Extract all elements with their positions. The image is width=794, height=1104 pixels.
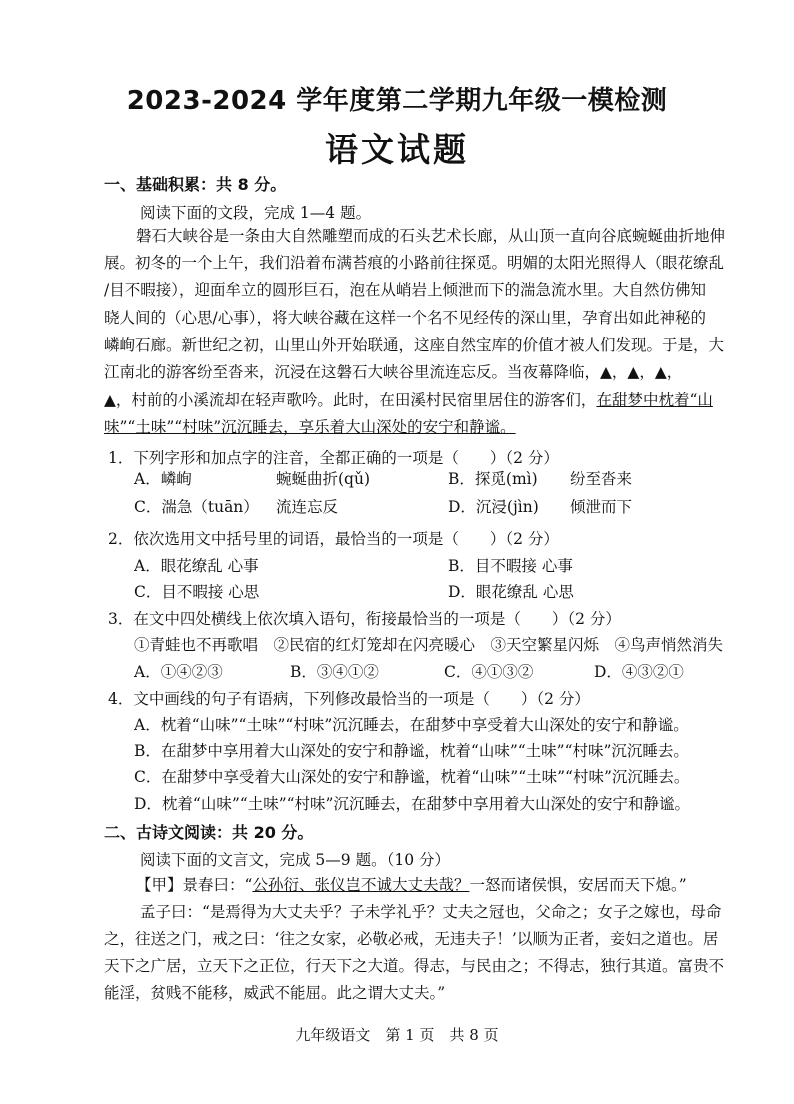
q4-option-b: B．在甜梦中享用着大山深处的安宁和静谧，枕着“山味”“土味”“村味”沉沉睡去。 bbox=[134, 742, 689, 760]
q4-option-a: A．枕着“山味”“土味”“村味”沉沉睡去，在甜梦中享受着大山深处的安宁和静谧。 bbox=[134, 716, 689, 734]
passage-line-4: 晓人间的（心思/心事），将大峡谷藏在这样一个名不见经传的深山里，孕育出如此神秘的 bbox=[104, 309, 706, 327]
q3-option-c: C．④①③② bbox=[444, 663, 534, 681]
question-3-stem: 3．在文中四处横线上依次填入语句，衔接最恰当的一项是（ ）（2 分） bbox=[108, 610, 621, 628]
q1-option-d-word: 倾泄而下 bbox=[570, 498, 633, 516]
q1-option-a: A．嶙峋 bbox=[134, 470, 192, 488]
passage-line-7-text: ▲，村前的小溪流却在轻声歌吟。此时，在田溪村民宿里居住的游客们， bbox=[104, 391, 597, 409]
q4-option-d: D．枕着“山味”“土味”“村味”沉沉睡去，在甜梦中享用着大山深处的安宁和静谧。 bbox=[134, 795, 690, 813]
q1-option-b: B．探觅(mì) bbox=[448, 470, 538, 488]
passage-line-7 bbox=[104, 388, 713, 410]
q2-option-d: D．眼花缭乱 心思 bbox=[448, 583, 574, 601]
underlined-sentence-start: 在甜梦中枕着“山 bbox=[596, 391, 713, 409]
question-4-stem: 4．文中画线的句子有语病，下列修改最恰当的一项是（ ）（2 分） bbox=[108, 690, 590, 708]
section2-heading: 二、古诗文阅读：共 20 分。 bbox=[104, 823, 314, 842]
subject-title: 语文试题 bbox=[325, 130, 469, 169]
q1-option-c-word: 流连忘反 bbox=[276, 498, 339, 516]
q1-option-c: C．湍急（tuān） bbox=[134, 498, 259, 516]
jia-underlined: 公孙衍、张仪岂不诚大丈夫哉？ bbox=[252, 876, 470, 894]
q3-option-a: A．①④②③ bbox=[134, 663, 223, 681]
passage-line-2: 展。初冬的一个上午，我们沿着布满苔痕的小路前往探觅。明媚的太阳光照得人（眼花缭乱 bbox=[104, 254, 725, 272]
classical-text-jia bbox=[136, 873, 687, 895]
mencius-line-3: 天下之广居，立天下之正位，行天下之大道。得志，与民由之；不得志，独行其道。富贵不 bbox=[104, 957, 725, 975]
q2-option-c: C．目不暇接 心思 bbox=[134, 583, 260, 601]
q1-option-d: D．沉浸(jìn) bbox=[448, 498, 539, 516]
q2-option-b: B．目不暇接 心事 bbox=[448, 557, 573, 575]
passage-line-1: 磐石大峡谷是一条由大自然雕塑而成的石头艺术长廊，从山顶一直向谷底蜿蜒曲折地伸 bbox=[136, 227, 726, 245]
jia-prefix: 【甲】景春曰：“ bbox=[136, 876, 253, 894]
mencius-line-4: 能淫，贫贱不能移，威武不能屈。此之谓大丈夫。” bbox=[104, 984, 446, 1002]
section2-instruction: 阅读下面的文言文，完成 5—9 题。（10 分） bbox=[140, 851, 450, 869]
question-2-stem: 2．依次选用文中括号里的词语，最恰当的一项是（ ）（2 分） bbox=[108, 530, 559, 548]
q3-option-b: B．③④①② bbox=[290, 663, 379, 681]
q1-option-b-word: 纷至沓来 bbox=[570, 470, 633, 488]
underlined-sentence-end: 味”“土味”“村味”沉沉睡去，享乐着大山深处的安宁和静谧。 bbox=[104, 418, 516, 436]
q2-option-a: A．眼花缭乱 心事 bbox=[134, 557, 259, 575]
section1-instruction: 阅读下面的文段，完成 1—4 题。 bbox=[140, 204, 372, 222]
passage-line-3: /目不暇接），迎面牟立的圆形巨石，泡在从峭岩上倾泄而下的湍急流水里。大自然仿佛知 bbox=[104, 281, 706, 299]
passage-line-6: 江南北的游客纷至沓来，沉浸在这磐石大峡谷里流连忘反。当夜幕降临，▲，▲，▲， bbox=[104, 363, 683, 381]
q1-option-a-word: 蜿蜒曲折(qǔ) bbox=[276, 470, 370, 488]
passage-line-5: 嶙峋石廊。新世纪之初，山里山外开始联通，这座自然宝库的价值才被人们发现。于是，大 bbox=[104, 336, 725, 354]
mencius-line-1: 孟子曰：“是焉得为大丈夫乎？子未学礼乎？丈夫之冠也，父命之；女子之嫁也，母命 bbox=[140, 903, 722, 921]
exam-title: 2023-2024 学年度第二学期九年级一模检测 bbox=[126, 86, 668, 116]
mencius-line-2: 之，往送之门，戒之曰：‘往之女家，必敬必戒，无违夫子！’以顺为正者，妾妇之道也。居 bbox=[104, 930, 719, 948]
jia-rest: 一怒而诸侯惧，安居而天下熄。” bbox=[469, 876, 687, 894]
q3-items: ①青蛙也不再歌唱 ②民宿的红灯笼却在闪亮暖心 ③天空繁星闪烁 ④鸟声悄然消失 bbox=[134, 636, 724, 654]
section1-heading: 一、基础积累：共 8 分。 bbox=[104, 175, 287, 194]
question-1-stem: 1．下列字形和加点字的注音，全都正确的一项是（ ）（2 分） bbox=[108, 449, 559, 467]
q3-option-d: D．④③②① bbox=[594, 663, 684, 681]
page-footer: 九年级语文 第 1 页 共 8 页 bbox=[295, 1026, 499, 1044]
q4-option-c: C．在甜梦中享受着大山深处的安宁和静谧，枕着“山味”“土味”“村味”沉沉睡去。 bbox=[134, 768, 690, 786]
